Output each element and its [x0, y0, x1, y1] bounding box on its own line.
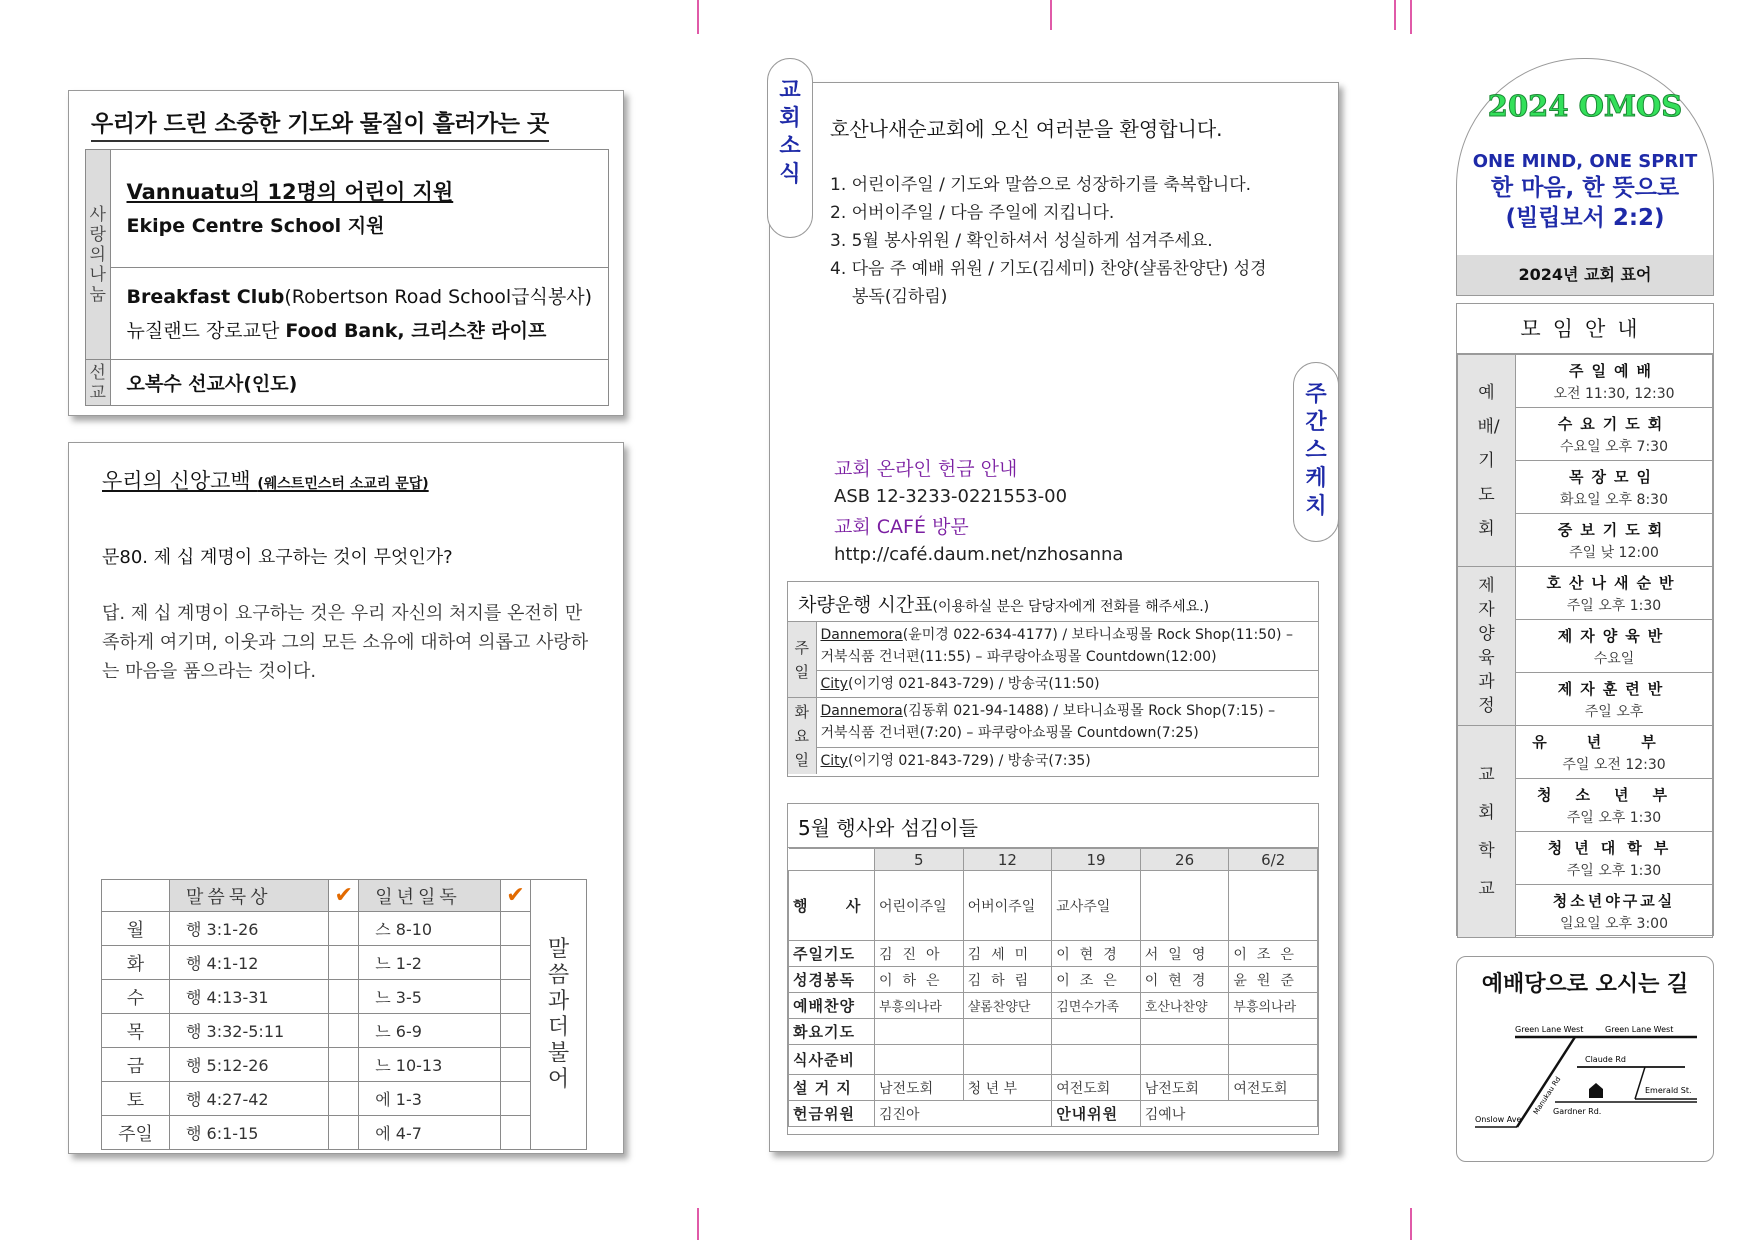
bus-route-detail: (김동휘 021-94-1488) / 보타니쇼핑몰 Rock Shop(7:15) –: [902, 703, 1276, 720]
motto-band: 2024년 교회 표어: [1457, 255, 1713, 295]
word-side-text: [531, 880, 587, 1150]
meditation-header: 말씀묵상: [170, 880, 329, 912]
reading-meditation: 행 4:27-42: [170, 1082, 329, 1116]
bus-place: Dannemora: [820, 627, 903, 643]
map-label: Gardner Rd.: [1553, 1107, 1602, 1116]
meeting-title: 모임안내: [1457, 304, 1713, 354]
meeting-name: 청년대학부: [1547, 838, 1681, 857]
check-icon: ✔: [329, 880, 359, 912]
meeting-name: 주일예배: [1569, 361, 1659, 380]
bus-route: [816, 622, 1318, 671]
meeting-time: 화요일 오후 8:30: [1560, 491, 1668, 508]
mission-value: 오복수 선교사(인도): [110, 360, 609, 406]
bus-route: [816, 747, 1318, 774]
confession-title-note: (웨스트민스터 소교리 문답): [257, 476, 429, 492]
reading-check-box[interactable]: [501, 912, 531, 946]
category-disciple-text: 제자양육과정: [1478, 576, 1495, 716]
fold-mark: [1410, 1208, 1412, 1240]
reading-day: 수: [102, 980, 170, 1014]
duty-cell: 남전도회: [875, 1075, 964, 1101]
reading-check-box[interactable]: [501, 946, 531, 980]
duty-cell: 이조은: [1052, 967, 1141, 993]
duty-cell: 김진아: [875, 941, 964, 967]
reading-check-box[interactable]: [329, 912, 359, 946]
meeting-time: 일요일 오후 3:00: [1560, 915, 1668, 932]
bus-tuesday-label: [788, 698, 816, 775]
reading-yearly: 느 1-2: [359, 946, 501, 980]
meeting-item: [1516, 726, 1713, 779]
event-date: 19: [1052, 849, 1141, 871]
duty-label: 예배찬양: [789, 993, 875, 1019]
meeting-guide: [1456, 303, 1714, 936]
duty-cell: 이현경: [1140, 967, 1229, 993]
duty-cell: 서일영: [1140, 941, 1229, 967]
reading-meditation: 행 3:1-26: [170, 912, 329, 946]
duty-cell: 이현경: [1052, 941, 1141, 967]
reading-row: [102, 1116, 587, 1150]
news-item: 3. 5월 봉사위원 / 확인하셔서 성실하게 섬겨주세요.: [830, 231, 1213, 251]
meeting-time: 주일 오후 1:30: [1566, 862, 1662, 879]
bus-route-detail: (윤미경 022-634-4177) / 보타니쇼핑몰 Rock Shop(11:50) –: [902, 627, 1293, 643]
meeting-name: 수요기도회: [1557, 414, 1671, 433]
meeting-item: [1516, 408, 1713, 461]
events-title: 5월 행사와 섬김이들: [788, 804, 1318, 848]
reading-row: [102, 1082, 587, 1116]
duty-cell: [1052, 1045, 1141, 1075]
church-roof-icon: [1589, 1083, 1603, 1089]
sharing-row-breakfast: [110, 268, 609, 360]
news-panel: [769, 82, 1339, 1152]
meeting-item: [1516, 673, 1713, 726]
event-cell: 어린이주일: [875, 871, 964, 941]
reading-row: [102, 1048, 587, 1082]
cafe-title: 교회 CAFÉ 방문: [834, 516, 969, 538]
reading-check-box[interactable]: [501, 1048, 531, 1082]
duty-cell: 부흥의나라: [875, 993, 964, 1019]
motto-logo: [1456, 58, 1714, 296]
news-item: 4. 다음 주 예배 위원 / 기도(김세미) 찬양(샬롬찬양단) 성경봉독(김하림): [830, 259, 1267, 307]
foodbank-pre: 뉴질랜드 장로교단: [126, 319, 286, 342]
offering-title: 교회 온라인 헌금 안내: [834, 458, 1018, 480]
duty-cell: 김면수가족: [1052, 993, 1141, 1019]
event-cell: [1140, 871, 1229, 941]
reading-corner: [102, 880, 170, 912]
map-label: Emerald St.: [1645, 1086, 1692, 1095]
bus-place: City: [820, 752, 848, 769]
bus-route: [816, 671, 1318, 698]
offering-label: 헌금위원: [789, 1101, 875, 1127]
meeting-time: 주일 오후 1:30: [1566, 809, 1662, 826]
reading-day: 월: [102, 912, 170, 946]
reading-day: 화: [102, 946, 170, 980]
bus-table: [788, 622, 1318, 774]
duty-cell: 샬롬찬양단: [963, 993, 1052, 1019]
category-school-text: 교회학교: [1478, 764, 1495, 899]
bus-place: City: [820, 676, 848, 692]
map-label: Manukau Rd: [1531, 1075, 1563, 1117]
map-label: Green Lane West: [1515, 1025, 1584, 1034]
reading-row: [102, 946, 587, 980]
sharing-table: [85, 149, 609, 406]
meeting-item: [1516, 461, 1713, 514]
category-school: [1458, 726, 1516, 938]
duty-cell: 여전도회: [1229, 1075, 1318, 1101]
reading-row: [102, 980, 587, 1014]
bus-place: Dannemora: [820, 703, 903, 720]
vanuatu-line: Vannuatu의 12명의 어린이 지원: [126, 179, 454, 204]
sharing-panel: [68, 90, 624, 416]
word-side-label: 말씀과더불어: [547, 936, 570, 1092]
bus-route: [816, 698, 1318, 748]
meeting-item: [1516, 355, 1713, 408]
event-date: 5: [875, 849, 964, 871]
motto-english: ONE MIND, ONE SPRIT: [1472, 151, 1698, 172]
bus-route-detail: 거북식품 건너편(11:55) – 파쿠랑아쇼핑몰 Countdown(12:00): [820, 649, 1217, 665]
event-date: 6/2: [1229, 849, 1318, 871]
meeting-item: [1516, 620, 1713, 673]
tab-weekly-sketch[interactable]: [1293, 362, 1339, 542]
guide-label: 안내위원: [1052, 1101, 1141, 1127]
map-label: Onslow Ave: [1475, 1115, 1522, 1124]
sharing-label: 사랑의 나눔: [86, 150, 111, 360]
fold-mark: [1410, 0, 1412, 34]
category-disciple: [1458, 567, 1516, 726]
meeting-item: [1516, 567, 1713, 620]
news-list: [830, 171, 1280, 311]
meeting-item: [1516, 514, 1713, 567]
reading-check-box[interactable]: [501, 1116, 531, 1150]
welcome-text: 호산나새순교회에 오신 여러분을 환영합니다.: [830, 117, 1223, 141]
duty-cell: 김하림: [963, 967, 1052, 993]
duty-cell: 윤원준: [1229, 967, 1318, 993]
bus-sunday-text: 주일: [794, 638, 809, 681]
directions-title: 예배당으로 오시는 길: [1481, 972, 1689, 997]
reading-check-box[interactable]: [329, 1116, 359, 1150]
reading-meditation: 행 3:32-5:11: [170, 1014, 329, 1048]
reading-check-box[interactable]: [501, 1082, 531, 1116]
catechism-question: 문80. 제 십 계명이 요구하는 것이 무엇인가?: [102, 547, 453, 568]
fold-mark: [697, 1208, 699, 1240]
duty-label: 주일기도: [789, 941, 875, 967]
meeting-name: 제자양육반: [1557, 626, 1671, 645]
reading-yearly: 느 6-9: [359, 1014, 501, 1048]
duty-row: [789, 993, 1318, 1019]
ekipe-line: Ekipe Centre School 지원: [126, 214, 385, 237]
duty-cell: 여전도회: [1052, 1075, 1141, 1101]
cafe-url[interactable]: http://café.daum.net/nzhosanna: [834, 544, 1124, 565]
confession-panel: [68, 442, 624, 1154]
reading-yearly: 에 1-3: [359, 1082, 501, 1116]
online-info: [834, 456, 1123, 568]
duty-cell: [1229, 1019, 1318, 1045]
bus-title: [788, 582, 1318, 622]
meeting-name: 호산나새순반: [1546, 573, 1682, 592]
fold-mark: [697, 0, 699, 34]
reading-check-box[interactable]: [329, 1082, 359, 1116]
reading-check-box[interactable]: [329, 980, 359, 1014]
duty-label: 성경봉독: [789, 967, 875, 993]
offering-value: 김진아: [875, 1101, 1052, 1127]
offering-guide-row: [789, 1101, 1318, 1127]
bus-route-detail: (이기영 021-843-729) / 방송국(11:50): [847, 676, 1100, 692]
category-worship: [1458, 355, 1516, 567]
guide-value: 김예나: [1140, 1101, 1317, 1127]
meeting-item: [1516, 832, 1713, 885]
foodbank-bold: Food Bank, 크리스챤 라이프: [285, 319, 547, 342]
reading-meditation: 행 4:1-12: [170, 946, 329, 980]
breakfast-detail: (Robertson Road School급식봉사): [284, 285, 592, 308]
reading-meditation: 행 6:1-15: [170, 1116, 329, 1150]
events-table: [788, 848, 1318, 1127]
duty-row: [789, 941, 1318, 967]
reading-day: 목: [102, 1014, 170, 1048]
duty-cell: 청 년 부: [963, 1075, 1052, 1101]
directions-map: [1465, 1007, 1705, 1157]
meeting-item: [1516, 885, 1713, 938]
news-item: 2. 어버이주일 / 다음 주일에 지킵니다.: [830, 203, 1115, 223]
reading-day: 토: [102, 1082, 170, 1116]
reading-day: 금: [102, 1048, 170, 1082]
reading-check-box[interactable]: [329, 946, 359, 980]
event-row-label: 행 사: [789, 871, 875, 941]
map-label: Claude Rd: [1585, 1055, 1626, 1064]
fold-mark: [1050, 0, 1052, 30]
meeting-item: [1516, 779, 1713, 832]
duty-cell: 부흥의나라: [1229, 993, 1318, 1019]
motto-korean: [1457, 173, 1713, 233]
duty-cell: [875, 1045, 964, 1075]
meeting-time: 주일 오전 12:30: [1562, 756, 1666, 773]
bus-route-detail: 거북식품 건너편(7:20) – 파쿠랑아쇼핑몰 Countdown(7:25): [820, 725, 1199, 742]
check-icon: ✔: [501, 880, 531, 912]
confession-title-text: 우리의 신앙고백: [102, 469, 258, 493]
reading-table: [101, 879, 587, 1150]
omos-title: 2024 OMOS: [1487, 89, 1683, 123]
bus-note: (이용하실 분은 담당자에게 전화를 해주세요.): [932, 599, 1210, 615]
duty-row: [789, 1075, 1318, 1101]
duty-cell: [963, 1019, 1052, 1045]
church-marker-icon: [1589, 1089, 1603, 1098]
meeting-name: 중보기도회: [1557, 520, 1671, 539]
mission-label: 선 교: [86, 360, 111, 406]
meeting-time: 주일 오후: [1584, 703, 1644, 720]
event-cell: 교사주일: [1052, 871, 1141, 941]
event-cell: [1229, 871, 1318, 941]
duty-cell: 호산나찬양: [1140, 993, 1229, 1019]
duty-cell: [1140, 1045, 1229, 1075]
meeting-time: 주일 오후 1:30: [1566, 597, 1662, 614]
duty-cell: [1229, 1045, 1318, 1075]
duty-cell: [1052, 1019, 1141, 1045]
category-worship-text: 예배/기도회: [1477, 382, 1500, 539]
motto-korean-line1: 한 마음, 한 뜻으로: [1490, 175, 1680, 201]
duty-label: 식사준비: [789, 1045, 875, 1075]
reading-day: 주일: [102, 1116, 170, 1150]
duty-row: [789, 967, 1318, 993]
event-cell: 어버이주일: [963, 871, 1052, 941]
breakfast-club: Breakfast Club: [126, 285, 285, 308]
catechism-answer: 답. 제 십 계명이 요구하는 것은 우리 자신의 처지를 온전히 만족하게 여기며, 이웃과 그의 모든 소유에 대하여 의롭고 사랑하는 마음을 품으라는 것이다.: [102, 603, 589, 682]
tab-church-news[interactable]: [767, 58, 813, 238]
reading-row: [102, 1014, 587, 1048]
meeting-name: 유년부: [1532, 732, 1696, 751]
reading-check-box[interactable]: [501, 1014, 531, 1048]
map-label: Green Lane West: [1605, 1025, 1674, 1034]
reading-meditation: 행 5:12-26: [170, 1048, 329, 1082]
bus-route-detail: (이기영 021-843-729) / 방송국(7:35): [847, 752, 1091, 769]
duty-label: 화요기도: [789, 1019, 875, 1045]
event-date: 26: [1140, 849, 1229, 871]
tab-church-news-label: 교회소식: [779, 78, 801, 187]
meeting-name: 목장모임: [1569, 467, 1659, 486]
reading-row: [102, 912, 587, 946]
duty-row: [789, 1045, 1318, 1075]
meeting-time: 주일 낮 12:00: [1569, 544, 1659, 561]
reading-check-box[interactable]: [329, 1014, 359, 1048]
offering-account: ASB 12-3233-0221553-00: [834, 486, 1068, 507]
duty-cell: 김세미: [963, 941, 1052, 967]
duty-cell: 이조은: [1229, 941, 1318, 967]
reading-check-box[interactable]: [329, 1048, 359, 1082]
reading-check-box[interactable]: [501, 980, 531, 1014]
reading-meditation: 행 4:13-31: [170, 980, 329, 1014]
duty-cell: 이하은: [875, 967, 964, 993]
sharing-title: 우리가 드린 소중한 기도와 물질이 흘러가는 곳: [91, 105, 549, 142]
duty-cell: [1140, 1019, 1229, 1045]
map-road: [1635, 1067, 1645, 1099]
duty-cell: [875, 1019, 964, 1045]
yearly-header: 일년일독: [359, 880, 501, 912]
bus-title-text: 차량운행 시간표: [798, 594, 933, 616]
directions-box: [1456, 956, 1714, 1162]
bus-tuesday-text: 화요일: [794, 703, 809, 769]
duty-row: [789, 1019, 1318, 1045]
reading-yearly: 에 4-7: [359, 1116, 501, 1150]
motto-korean-line2: (빌립보서 2:2): [1505, 205, 1665, 231]
meeting-name: 청소년야구교실: [1552, 891, 1676, 910]
event-date: 12: [963, 849, 1052, 871]
duty-label: 설 거 지: [789, 1075, 875, 1101]
reading-yearly: 스 8-10: [359, 912, 501, 946]
meeting-time: 오전 11:30, 12:30: [1553, 385, 1675, 402]
sharing-row-vanuatu: [110, 150, 609, 268]
meeting-table: [1457, 354, 1713, 938]
meeting-name: 청소년부: [1537, 785, 1691, 804]
reading-yearly: 느 10-13: [359, 1048, 501, 1082]
events-box: [787, 803, 1319, 1135]
bus-sunday-label: [788, 622, 816, 698]
news-item: 1. 어린이주일 / 기도와 말씀으로 성장하기를 축복합니다.: [830, 175, 1252, 195]
duty-cell: [963, 1045, 1052, 1075]
reading-yearly: 느 3-5: [359, 980, 501, 1014]
meeting-name: 제자훈련반: [1557, 679, 1671, 698]
duty-cell: 남전도회: [1140, 1075, 1229, 1101]
events-corner: [789, 849, 875, 871]
meeting-time: 수요일 오후 7:30: [1560, 438, 1668, 455]
meeting-time: 수요일: [1593, 650, 1635, 667]
confession-title: [102, 465, 429, 495]
fold-mark: [1394, 0, 1396, 30]
bus-schedule: [787, 581, 1319, 777]
tab-weekly-sketch-label: 주간스케치: [1305, 382, 1327, 519]
